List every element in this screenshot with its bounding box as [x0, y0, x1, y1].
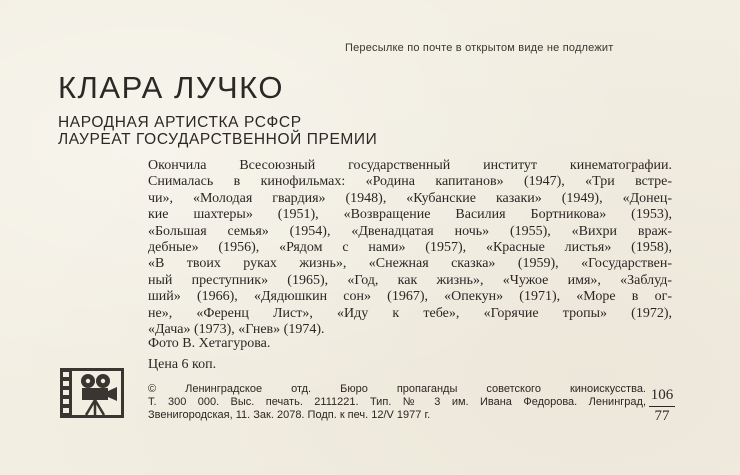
- bio-line: Снималась в кинофильмах: «Родина капитанов» (1947), «Три встре-: [148, 174, 672, 190]
- title-line: НАРОДНАЯ АРТИСТКА РСФСР: [58, 114, 302, 131]
- catalog-number: [649, 387, 675, 425]
- biography: [148, 158, 672, 338]
- price: Цена 6 коп.: [148, 357, 217, 372]
- catalog-denominator: 77: [654, 408, 670, 424]
- imprint-line: Т. 300 000. Выс. печать. 2111221. Тип. № 3 им. Ивана Федорова. Ленинград,: [148, 396, 646, 408]
- bio-line: ный преступник» (1965), «Год, как жизнь», «Чужое имя», «Заблуд-: [148, 272, 672, 288]
- imprint-line: Звенигородская, 11. Зак. 2078. Подп. к печ. 12/V 1977 г.: [148, 409, 431, 421]
- bio-line: Окончила Всесоюзный государственный институт кинематографии.: [148, 158, 672, 173]
- title-line: ЛАУРЕАТ ГОСУДАРСТВЕННОЙ ПРЕМИИ: [58, 131, 378, 148]
- bio-line: не», «Ференц Лист», «Иду к тебе», «Горячие тропы» (1972),: [148, 305, 672, 321]
- bio-line: «Дача» (1973), «Гнев» (1974).: [148, 321, 325, 337]
- bio-line: чи», «Молодая гвардия» (1948), «Кубанские казаки» (1949), «Донец-: [148, 190, 672, 206]
- bio-line: дебные» (1956), «Рядом с нами» (1957), «Красные листья» (1958),: [148, 239, 672, 255]
- film-camera-emblem-svg: [58, 362, 128, 422]
- postal-notice: Пересылке по почте в открытом виде не подлежит: [345, 42, 614, 54]
- actress-name: КЛАРА ЛУЧКО: [58, 70, 284, 105]
- fraction-bar: [649, 406, 675, 407]
- bio-line: кие шахтеры» (1951), «Возвращение Василия Бортникова» (1953),: [148, 207, 672, 223]
- bio-line: «Большая семья» (1954), «Двенадцатая ночь» (1955), «Вихри враж-: [148, 223, 672, 239]
- honorary-titles: [58, 114, 377, 148]
- bio-line: «В твоих руках жизнь», «Снежная сказка» (1959), «Государствен-: [148, 256, 672, 272]
- imprint-line: © Ленинградское отд. Бюро пропаганды советского киноискусства.: [148, 383, 646, 395]
- catalog-numerator: 106: [650, 387, 674, 403]
- bio-line: ший» (1966), «Дядюшкин сон» (1967), «Опекун» (1971), «Море в ог-: [148, 289, 672, 305]
- imprint-block: [148, 383, 646, 422]
- film-camera-emblem-icon: [58, 362, 128, 422]
- photo-credit: Фото В. Хетагурова.: [148, 336, 271, 351]
